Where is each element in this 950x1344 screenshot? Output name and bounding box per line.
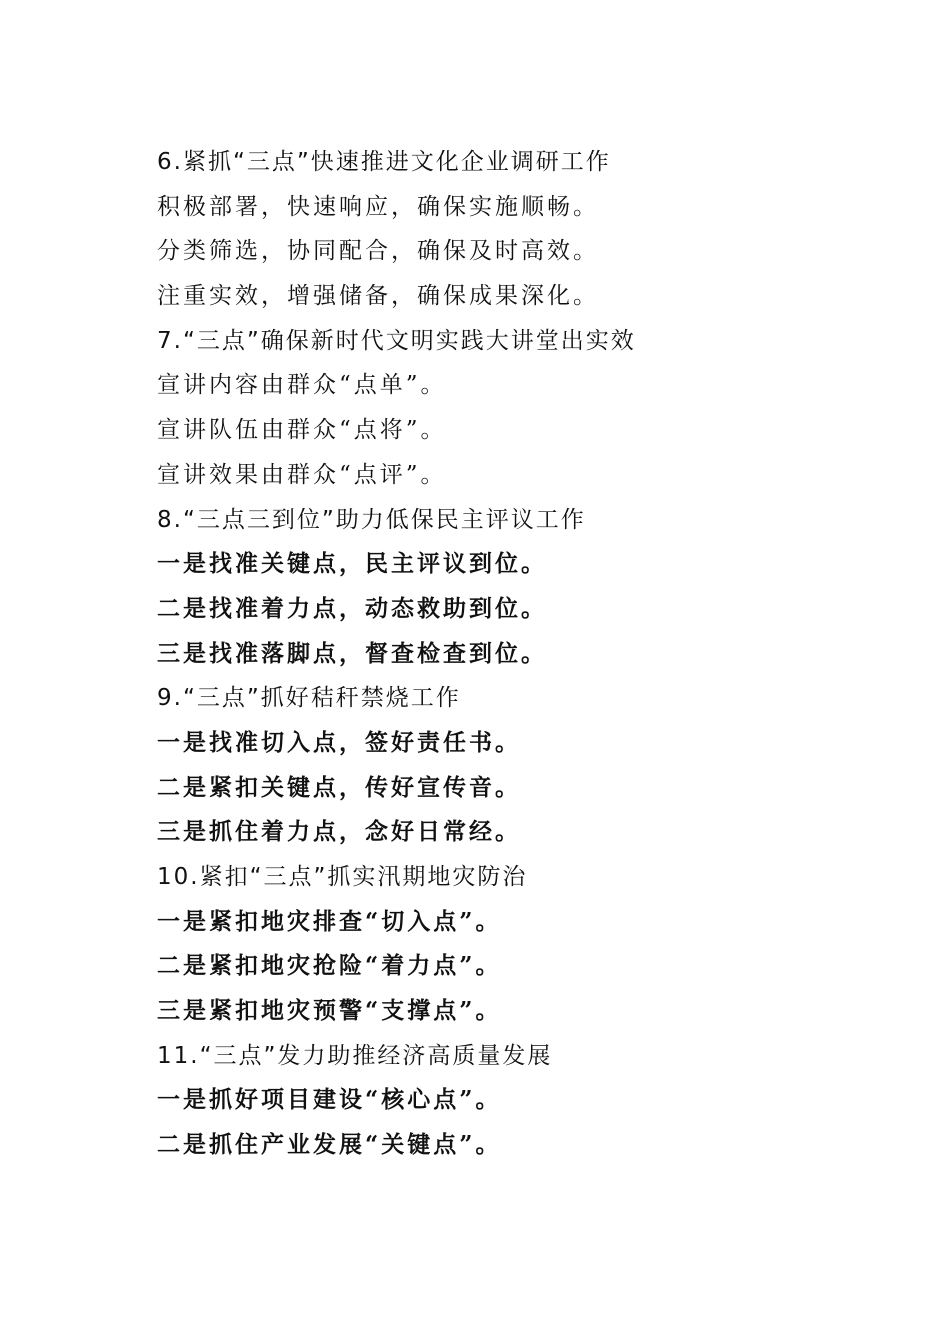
text-line: 宣讲效果由群众“点评”。 bbox=[157, 461, 447, 488]
text-line: 分类筛选，协同配合，确保及时高效。 bbox=[157, 238, 599, 265]
text-line: 三是抓住着力点，念好日常经。 bbox=[157, 818, 521, 846]
text-line: 三是找准落脚点，督查检查到位。 bbox=[157, 639, 547, 667]
section-heading: 10.紧扣“三点”抓实汛期地灾防治 bbox=[157, 864, 528, 890]
text-line: 二是紧扣关键点，传好宣传音。 bbox=[157, 773, 521, 801]
text-line: 一是紧扣地灾排查“切入点”。 bbox=[157, 907, 502, 935]
text-line: 注重实效，增强储备，确保成果深化。 bbox=[157, 283, 599, 310]
text-line: 宣讲队伍由群众“点将”。 bbox=[157, 417, 447, 444]
section-heading: 6.紧抓“三点”快速推进文化企业调研工作 bbox=[157, 149, 611, 175]
text-line: 一是找准关键点，民主评议到位。 bbox=[157, 550, 547, 578]
text-line: 二是找准着力点，动态救助到位。 bbox=[157, 594, 547, 622]
document-body bbox=[157, 140, 857, 1168]
section-heading: 11.“三点”发力助推经济高质量发展 bbox=[157, 1042, 553, 1069]
section-heading: 9.“三点”抓好秸秆禁烧工作 bbox=[157, 685, 461, 712]
text-line: 宣讲内容由群众“点单”。 bbox=[157, 372, 447, 399]
text-line: 三是紧扣地灾预警“支撑点”。 bbox=[157, 997, 502, 1025]
section-heading: 8.“三点三到位”助力低保民主评议工作 bbox=[157, 506, 586, 533]
text-line: 一是找准切入点，签好责任书。 bbox=[157, 728, 521, 756]
text-line: 二是抓住产业发展“关键点”。 bbox=[157, 1131, 502, 1159]
text-line: 积极部署，快速响应，确保实施顺畅。 bbox=[157, 193, 599, 220]
section-heading: 7.“三点”确保新时代文明实践大讲堂出实效 bbox=[157, 327, 636, 354]
text-line: 二是紧扣地灾抢险“着力点”。 bbox=[157, 952, 502, 980]
text-line: 一是抓好项目建设“核心点”。 bbox=[157, 1086, 502, 1114]
